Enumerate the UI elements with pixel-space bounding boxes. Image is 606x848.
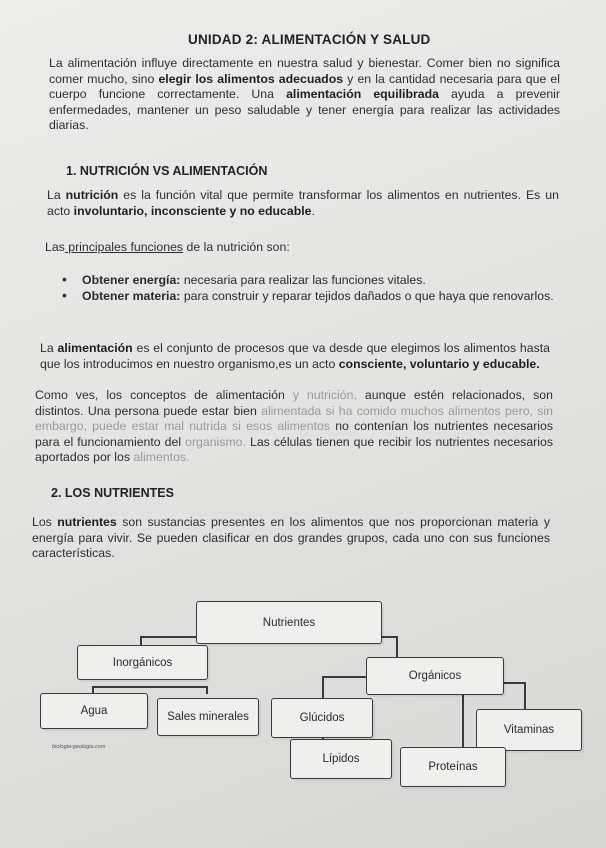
node-nutrientes: Nutrientes: [196, 601, 382, 644]
connector-line: [396, 636, 398, 658]
connector-line: [504, 682, 526, 684]
bullet-energy: • Obtener energía: necesaria para realizar las funciones vitales.: [82, 273, 552, 289]
alimentation-paragraph: La alimentación es el conjunto de procesos que va desde que elegimos los alimentos hasta que los introducimos en nuestro organismo,es un acto consciente, voluntario y educable.: [40, 341, 550, 371]
functions-intro: Las principales funciones de la nutrición son:: [45, 240, 290, 254]
node-sales-minerales: Sales minerales: [157, 698, 259, 736]
nutrients-paragraph: Los nutrientes son sustancias presentes en los alimentos que nos proporcionan materia y energía para vivir. Se pueden clasificar en dos grandes grupos, cada uno con sus funciones características.: [32, 515, 551, 560]
node-glucidos: Glúcidos: [271, 698, 373, 738]
node-vitaminas: Vitaminas: [476, 709, 582, 751]
node-organicos: Orgánicos: [366, 657, 504, 695]
nutrition-paragraph: La nutrición es la función vital que permite transformar los alimentos en nutrientes. Es un acto involuntario, inconsciente y no educable.: [47, 188, 559, 218]
node-lipidos: Lípidos: [290, 739, 392, 779]
connector-line: [206, 686, 208, 694]
intro-paragraph: La alimentación influye directamente en nuestra salud y bienestar. Comer bien no significa comer mucho, sino elegir los alimentos adecuados y en la cantidad necesaria para que el cuerpo funcione correctamente. Una alimentación equilibrada ayuda a prevenir enfermedades, mantener un peso saludable y tener energía para realizar las actividades diarias.: [49, 56, 560, 132]
connector-line: [524, 682, 526, 710]
node-proteinas: Proteínas: [400, 747, 506, 787]
diagram-credit: biologia-geologia.com: [52, 744, 106, 750]
comparison-paragraph: Como ves, los conceptos de alimentación y nutrición, aunque estén relacionados, son distintos. Una persona puede estar bien alimentada si ha comido muchos alimentos pero, sin embargo, puede estar mal nutrida si esos alimentos no contenían los nutrientes necesarios para el funcionamiento del organismo. Las células tienen que recibir los nutrientes necesarios aportados por los alimentos.: [35, 388, 554, 464]
section1-heading: 1. NUTRICIÓN VS ALIMENTACIÓN: [66, 164, 268, 178]
node-inorganicos: Inorgánicos: [77, 645, 208, 680]
bullet-matter: • Obtener materia: para construir y reparar tejidos dañados o que haya que renovarlos.: [82, 289, 556, 305]
node-agua: Agua: [40, 693, 148, 729]
connector-line: [92, 686, 208, 688]
connector-line: [462, 692, 464, 752]
section2-heading: 2. LOS NUTRIENTES: [51, 486, 174, 500]
page-title: UNIDAD 2: ALIMENTACIÓN Y SALUD: [188, 32, 431, 47]
connector-line: [322, 676, 366, 678]
